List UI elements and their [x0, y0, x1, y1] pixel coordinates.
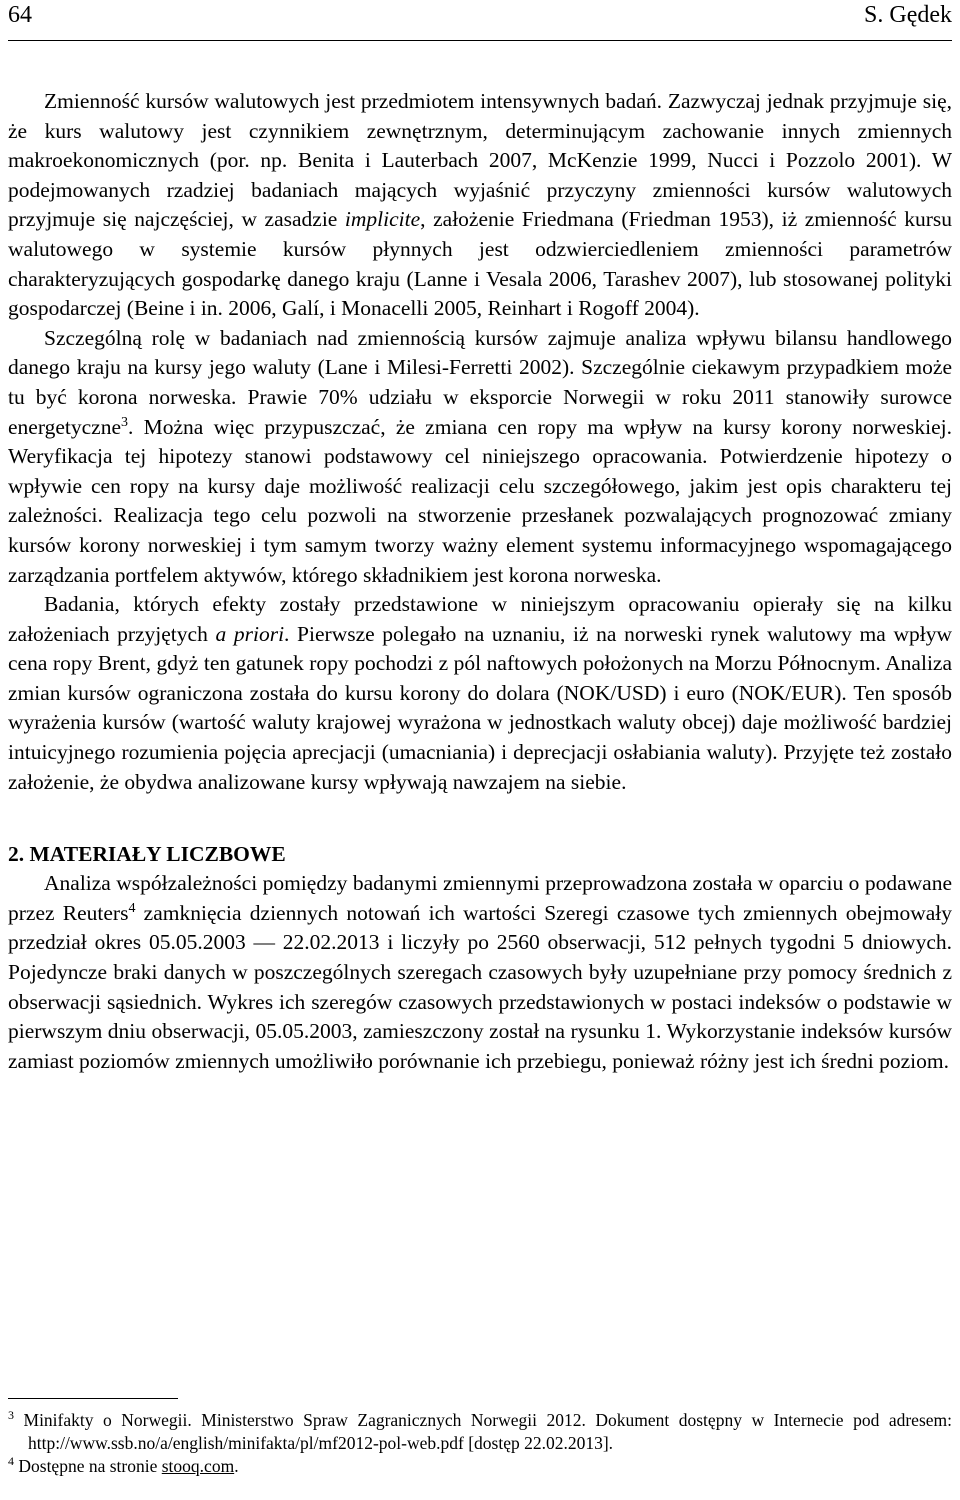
paragraph-2-part-b: . Można więc przypuszczać, że zmiana cen ropy ma wpływ na kursy korony norweskiej. Weryfikacja tej hipotezy stanowi podstawowy cel niniejszego opracowania. Potwierdzenie hipotezy o wpływie cen ropy na kursy daje możliwość realizacji celu szczegółowego, jakim jest opis charakteru tej zależności. Realizacja tego celu pozwoli na stworzenie przesłanek pozwalających prognozować zmiany kursów korony norweskiej i tym samym tworzy ważny element systemu informacyjnego wspomagającego zarządzania portfelem aktywów, którego składnikiem jest korona norweska.	[8, 414, 952, 587]
footnote-divider	[8, 1398, 178, 1399]
paragraph-1	[8, 87, 952, 324]
paragraph-4-part-a: Analiza współzależności pomiędzy badanymi zmiennymi przeprowadzona została w oparciu o podawane przez Reuters	[8, 871, 952, 925]
footnotes	[8, 1398, 952, 1478]
paragraph-2-part-a: Szczególną rolę w badaniach nad zmiennością kursów zajmuje analiza wpływu bilansu handlowego danego kraju na kursy jego waluty (Lane i Milesi-Ferretti 2002). Szczególnie ciekawym przypadkiem może tu być korona norweska. Prawie 70% udziału w eksporcie Norwegii w roku 2011 stanowiły surowce energetyczne	[8, 325, 952, 439]
footnote-3-number: 3	[8, 1408, 14, 1423]
paragraph-2	[8, 324, 952, 590]
paragraph-4-part-b: zamknięcia dziennych notowań ich wartości Szeregi czasowe tych zmiennych obejmowały przedział okres 05.05.2003 — 22.02.2013 i liczyły po 2560 obserwacji, 512 pełnych tygodni 5 dniowych. Pojedyncze braki danych w poszczególnych szeregach czasowych były uzupełniane przy pomocy średnich z obserwacji sąsiednich. Wykres ich szeregów czasowych przedstawionych w postaci indeksów o podstawie w pierwszym dniu obserwacji, 05.05.2003, zamieszczony został na rysunku 1. Wykorzystanie indeksów kursów zamiast poziomów zmiennych umożliwiło porównanie ich przebiegu, ponieważ różny jest ich średni poziom.	[8, 900, 952, 1073]
paragraph-3	[8, 590, 952, 797]
footnote-ref-3[interactable]: 3	[121, 414, 129, 430]
running-header	[8, 0, 952, 41]
footnote-4	[8, 1455, 952, 1478]
paragraph-3-part-a: Badania, których efekty zostały przedstawione w niniejszym opracowaniu opierały się na kilku założeniach przyjętych	[8, 592, 952, 646]
body-text	[8, 87, 952, 1076]
paragraph-3-part-b: . Pierwsze polegało na uznaniu, iż na norweski rynek walutowy ma wpływ cena ropy Brent, gdyż ten gatunek ropy pochodzi z pól naftowych położonych na Morzu Północnym. Analiza zmian kursów ograniczona została do kursu korony do dolara (NOK/USD) i euro (NOK/EUR). Ten sposób wyrażenia kursów (wartość waluty krajowej wyrażona w jednostkach waluty obcej) daje możliwość bardziej intuicyjnego rozumienia pojęcia aprecjacji (umacniania) i deprecjacji osłabiania waluty). Przyjęte też zostało założenie, że obydwa analizowane kursy wpływają nawzajem na siebie.	[8, 621, 952, 794]
footnote-4-end: .	[234, 1456, 239, 1476]
stooq-link[interactable]: stooq.com	[161, 1456, 235, 1476]
italic-implicite: implicite	[344, 207, 421, 232]
running-author: S. Gędek	[864, 2, 952, 28]
footnote-ref-4[interactable]: 4	[128, 900, 136, 916]
paragraph-1-part-b: , założenie Friedmana (Friedman 1953), iż zmienność kursu walutowego w systemie kursów płynnych jest odzwierciedleniem zmienności parametrów charakteryzujących gospodarkę danego kraju (Lanne i Vesala 2006, Tarashev 2007), lub stosowanej polityki gospodarczej (Beine i in. 2006, Galí, i Monacelli 2005, Reinhart i Rogoff 2004).	[8, 207, 952, 321]
footnote-4-number: 4	[8, 1454, 14, 1469]
paragraph-4	[8, 869, 952, 1076]
italic-a-priori: a priori	[215, 621, 285, 646]
footnote-4-text: Dostępne na stronie	[14, 1456, 162, 1476]
section-heading: 2. MATERIAŁY LICZBOWE	[8, 842, 286, 867]
paragraph-1-part-a: Zmienność kursów walutowych jest przedmiotem intensywnych badań. Zazwyczaj jednak przyjmuje się, że kurs walutowy jest czynnikiem zewnętrznym, determinującym zachowanie innych zmiennych makroekonomicznych (por. np. Benita i Lauterbach 2007, McKenzie 1999, Nucci i Pozzolo 2001). W podejmowanych rzadziej badaniach mających wyjaśnić przyczyny zmienności kursów walutowych przyjmuje się najczęściej, w zasadzie	[8, 89, 952, 232]
footnote-3	[8, 1409, 952, 1455]
page-number: 64	[8, 2, 32, 28]
footnote-3-text: Minifakty o Norwegii. Ministerstwo Spraw Zagranicznych Norwegii 2012. Dokument dostępny w Internecie pod adresem: http://www.ssb.no/a/english/minifakta/pl/mf2012-pol-web.pdf [dostęp 22.02.2013].	[14, 1410, 952, 1453]
